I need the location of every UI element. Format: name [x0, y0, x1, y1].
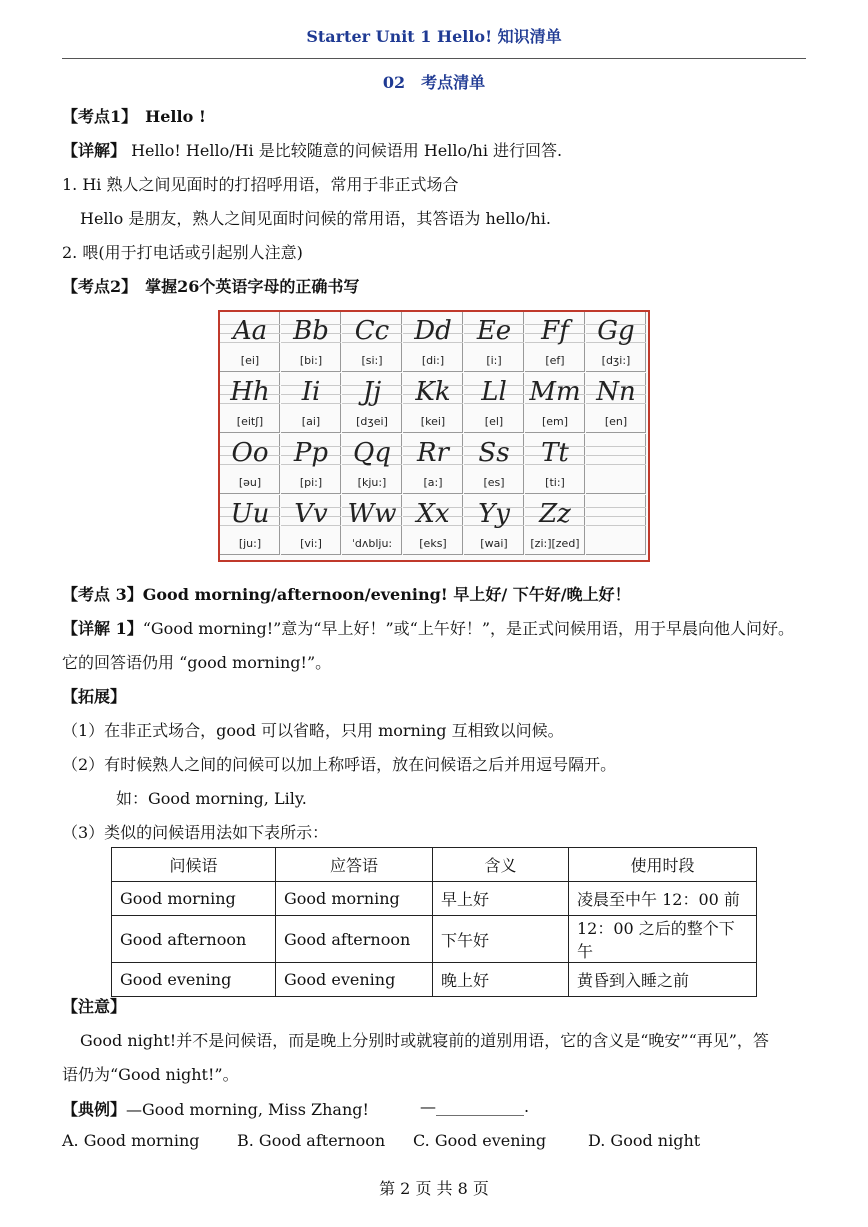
alphabet-phonetic: [pi:] — [299, 476, 323, 489]
alphabet-cell — [525, 312, 585, 372]
greetings-table — [111, 847, 757, 997]
alphabet-cell — [525, 434, 585, 494]
alphabet-letters: Pp — [281, 438, 341, 472]
alphabet-phonetic: [ti:] — [545, 476, 565, 489]
alphabet-letters: Zz — [525, 499, 585, 533]
paragraph-hi: 1. Hi 熟人之间见面时的打招呼用语，常用于非正式场合 — [62, 175, 459, 194]
header-divider — [62, 58, 806, 59]
point-2-title: 【考点2】 掌握26个英语字母的正确书写 — [62, 277, 360, 296]
alphabet-cell — [281, 434, 341, 494]
note-title: 【注意】 — [62, 997, 127, 1016]
alphabet-cell — [220, 434, 280, 494]
table-cell: Good afternoon — [112, 916, 276, 963]
alphabet-letters: Yy — [464, 499, 524, 533]
extension-item-2: （2）有时候熟人之间的问候可以加上称呼语，放在问候语之后并用逗号隔开。 — [62, 755, 617, 774]
alphabet-cell — [281, 373, 341, 433]
alphabet-letters: Ii — [281, 377, 341, 411]
alphabet-cell — [586, 373, 646, 433]
option-d: D. Good night — [588, 1131, 701, 1150]
explanation-label: 【详解】 — [62, 141, 127, 160]
extension-item-3: （3）类似的问候语用法如下表所示： — [62, 823, 329, 842]
alphabet-cell — [220, 373, 280, 433]
table-cell: 12：00 之后的整个下午 — [569, 916, 757, 963]
alphabet-cell — [525, 373, 585, 433]
alphabet-cell — [342, 312, 402, 372]
table-cell: 晚上好 — [433, 963, 569, 997]
alphabet-letters: Dd — [403, 316, 463, 350]
alphabet-cell — [464, 495, 524, 555]
alphabet-letters: Gg — [586, 316, 646, 350]
alphabet-phonetic: [dʒei] — [356, 415, 388, 428]
option-c: C. Good evening — [413, 1131, 547, 1150]
alphabet-letters: Vv — [281, 499, 341, 533]
note-text-1: Good night!并不是问候语，而是晚上分别时或就寝前的道别用语，它的含义是“晚安”“再见”，答 — [80, 1031, 769, 1050]
table-header-row — [112, 848, 757, 882]
table-header-cell: 应答语 — [276, 848, 433, 882]
alphabet-cell — [281, 312, 341, 372]
table-cell: 早上好 — [433, 882, 569, 916]
table-cell: 黄昏到入睡之前 — [569, 963, 757, 997]
option-b: B. Good afternoon — [237, 1131, 386, 1150]
table-header-cell: 使用时段 — [569, 848, 757, 882]
alphabet-letters: Uu — [220, 499, 280, 533]
alphabet-cell — [342, 434, 402, 494]
note-text-2: 语仍为“Good night!”。 — [62, 1065, 239, 1084]
option-a: A. Good morning — [62, 1131, 200, 1150]
alphabet-cell — [464, 312, 524, 372]
alphabet-cell — [403, 495, 463, 555]
alphabet-phonetic: [si:] — [361, 354, 383, 367]
alphabet-letters: Jj — [342, 377, 402, 411]
point-1-title: 【考点1】 Hello ! — [62, 107, 206, 126]
alphabet-phonetic: [el] — [484, 415, 504, 428]
table-header-cell: 含义 — [433, 848, 569, 882]
point-1-explanation — [62, 138, 562, 161]
alphabet-phonetic: [di:] — [421, 354, 445, 367]
alphabet-letters — [586, 438, 646, 472]
alphabet-phonetic: [es] — [483, 476, 505, 489]
alphabet-letters: Xx — [403, 499, 463, 533]
alphabet-cell — [403, 434, 463, 494]
alphabet-phonetic: [eks] — [419, 537, 447, 550]
alphabet-cell — [403, 312, 463, 372]
alphabet-letters: Ss — [464, 438, 524, 472]
alphabet-cell — [403, 373, 463, 433]
point-3-explanation-cont: 它的回答语仍用 “good morning!”。 — [62, 653, 332, 672]
extension-example: 如：Good morning, Lily. — [116, 789, 307, 808]
example-text: —Good morning, Miss Zhang! — [126, 1100, 369, 1119]
alphabet-phonetic: [zi:][zed] — [530, 537, 580, 550]
alphabet-cell — [281, 495, 341, 555]
alphabet-cell — [525, 495, 585, 555]
table-cell: Good morning — [276, 882, 433, 916]
explanation-text: “Good morning!”意为“早上好！”或“上午好！”，是正式问候用语，用于早晨向他人问好。 — [142, 619, 795, 638]
alphabet-phonetic: [i:] — [486, 354, 502, 367]
alphabet-letters — [586, 499, 646, 533]
alphabet-letters: Qq — [342, 438, 402, 472]
point-3-title: 【考点 3】Good morning/afternoon/evening! 早上好/ 下午好/晚上好！ — [62, 585, 631, 604]
paragraph-hello: Hello 是朋友，熟人之间见面时问候的常用语，其答语为 hello/hi. — [80, 209, 552, 228]
table-cell: Good evening — [112, 963, 276, 997]
page-header-title: Starter Unit 1 Hello! 知识清单 — [306, 27, 562, 46]
table-row — [112, 916, 757, 963]
alphabet-cell — [586, 312, 646, 372]
table-cell: Good evening — [276, 963, 433, 997]
alphabet-phonetic: [ef] — [545, 354, 565, 367]
alphabet-phonetic: [kei] — [420, 415, 446, 428]
alphabet-phonetic: [en] — [604, 415, 628, 428]
explanation-label: 【详解 1】 — [62, 619, 143, 638]
alphabet-letters: Ll — [464, 377, 524, 411]
alphabet-letters: Cc — [342, 316, 402, 350]
alphabet-letters: Aa — [220, 316, 280, 350]
alphabet-cell — [586, 434, 646, 494]
paragraph-wei: 2. 喂(用于打电话或引起别人注意) — [62, 243, 303, 262]
alphabet-phonetic: ˈdʌblju: — [351, 537, 393, 550]
example-question — [62, 1097, 369, 1120]
alphabet-phonetic: [ei] — [240, 354, 260, 367]
alphabet-cell — [220, 495, 280, 555]
alphabet-phonetic: [kju:] — [357, 476, 387, 489]
alphabet-phonetic: [em] — [541, 415, 569, 428]
extension-title: 【拓展】 — [62, 687, 127, 706]
alphabet-letters: Mm — [525, 377, 585, 411]
alphabet-cell — [220, 312, 280, 372]
alphabet-phonetic: [eitʃ] — [236, 415, 264, 428]
alphabet-cell — [464, 373, 524, 433]
page-footer: 第 2 页 共 8 页 — [379, 1179, 489, 1198]
alphabet-letters: Ff — [525, 316, 585, 350]
alphabet-phonetic: [ju:] — [238, 537, 262, 550]
alphabet-letters: Ee — [464, 316, 524, 350]
example-label: 【典例】 — [62, 1100, 127, 1119]
alphabet-phonetic: [bi:] — [299, 354, 323, 367]
alphabet-letters: Oo — [220, 438, 280, 472]
alphabet-letters: Kk — [403, 377, 463, 411]
alphabet-cell — [586, 495, 646, 555]
alphabet-phonetic: [wai] — [480, 537, 508, 550]
alphabet-cell — [342, 495, 402, 555]
table-header-cell: 问候语 — [112, 848, 276, 882]
alphabet-letters: Nn — [586, 377, 646, 411]
point-3-explanation — [62, 616, 794, 639]
alphabet-letters: Bb — [281, 316, 341, 350]
alphabet-chart — [218, 310, 650, 562]
alphabet-cell — [464, 434, 524, 494]
table-cell: 凌晨至中午 12：00 前 — [569, 882, 757, 916]
example-answer-blank: —___________. — [420, 1097, 530, 1116]
alphabet-phonetic: [vi:] — [300, 537, 322, 550]
table-cell: Good afternoon — [276, 916, 433, 963]
alphabet-phonetic: [dʒi:] — [601, 354, 631, 367]
alphabet-phonetic: [əu] — [238, 476, 262, 489]
alphabet-letters: Hh — [220, 377, 280, 411]
table-cell: 下午好 — [433, 916, 569, 963]
section-title: 02 考点清单 — [382, 73, 486, 92]
alphabet-cell — [342, 373, 402, 433]
alphabet-phonetic: [a:] — [423, 476, 443, 489]
table-cell: Good morning — [112, 882, 276, 916]
alphabet-letters: Tt — [525, 438, 585, 472]
alphabet-phonetic: [ai] — [301, 415, 321, 428]
alphabet-letters: Rr — [403, 438, 463, 472]
alphabet-letters: Ww — [342, 499, 402, 533]
explanation-text: Hello! Hello/Hi 是比较随意的问候语用 Hello/hi 进行回答. — [126, 141, 563, 160]
table-row — [112, 882, 757, 916]
extension-item-1: （1）在非正式场合，good 可以省略，只用 morning 互相致以问候。 — [62, 721, 564, 740]
table-row — [112, 963, 757, 997]
